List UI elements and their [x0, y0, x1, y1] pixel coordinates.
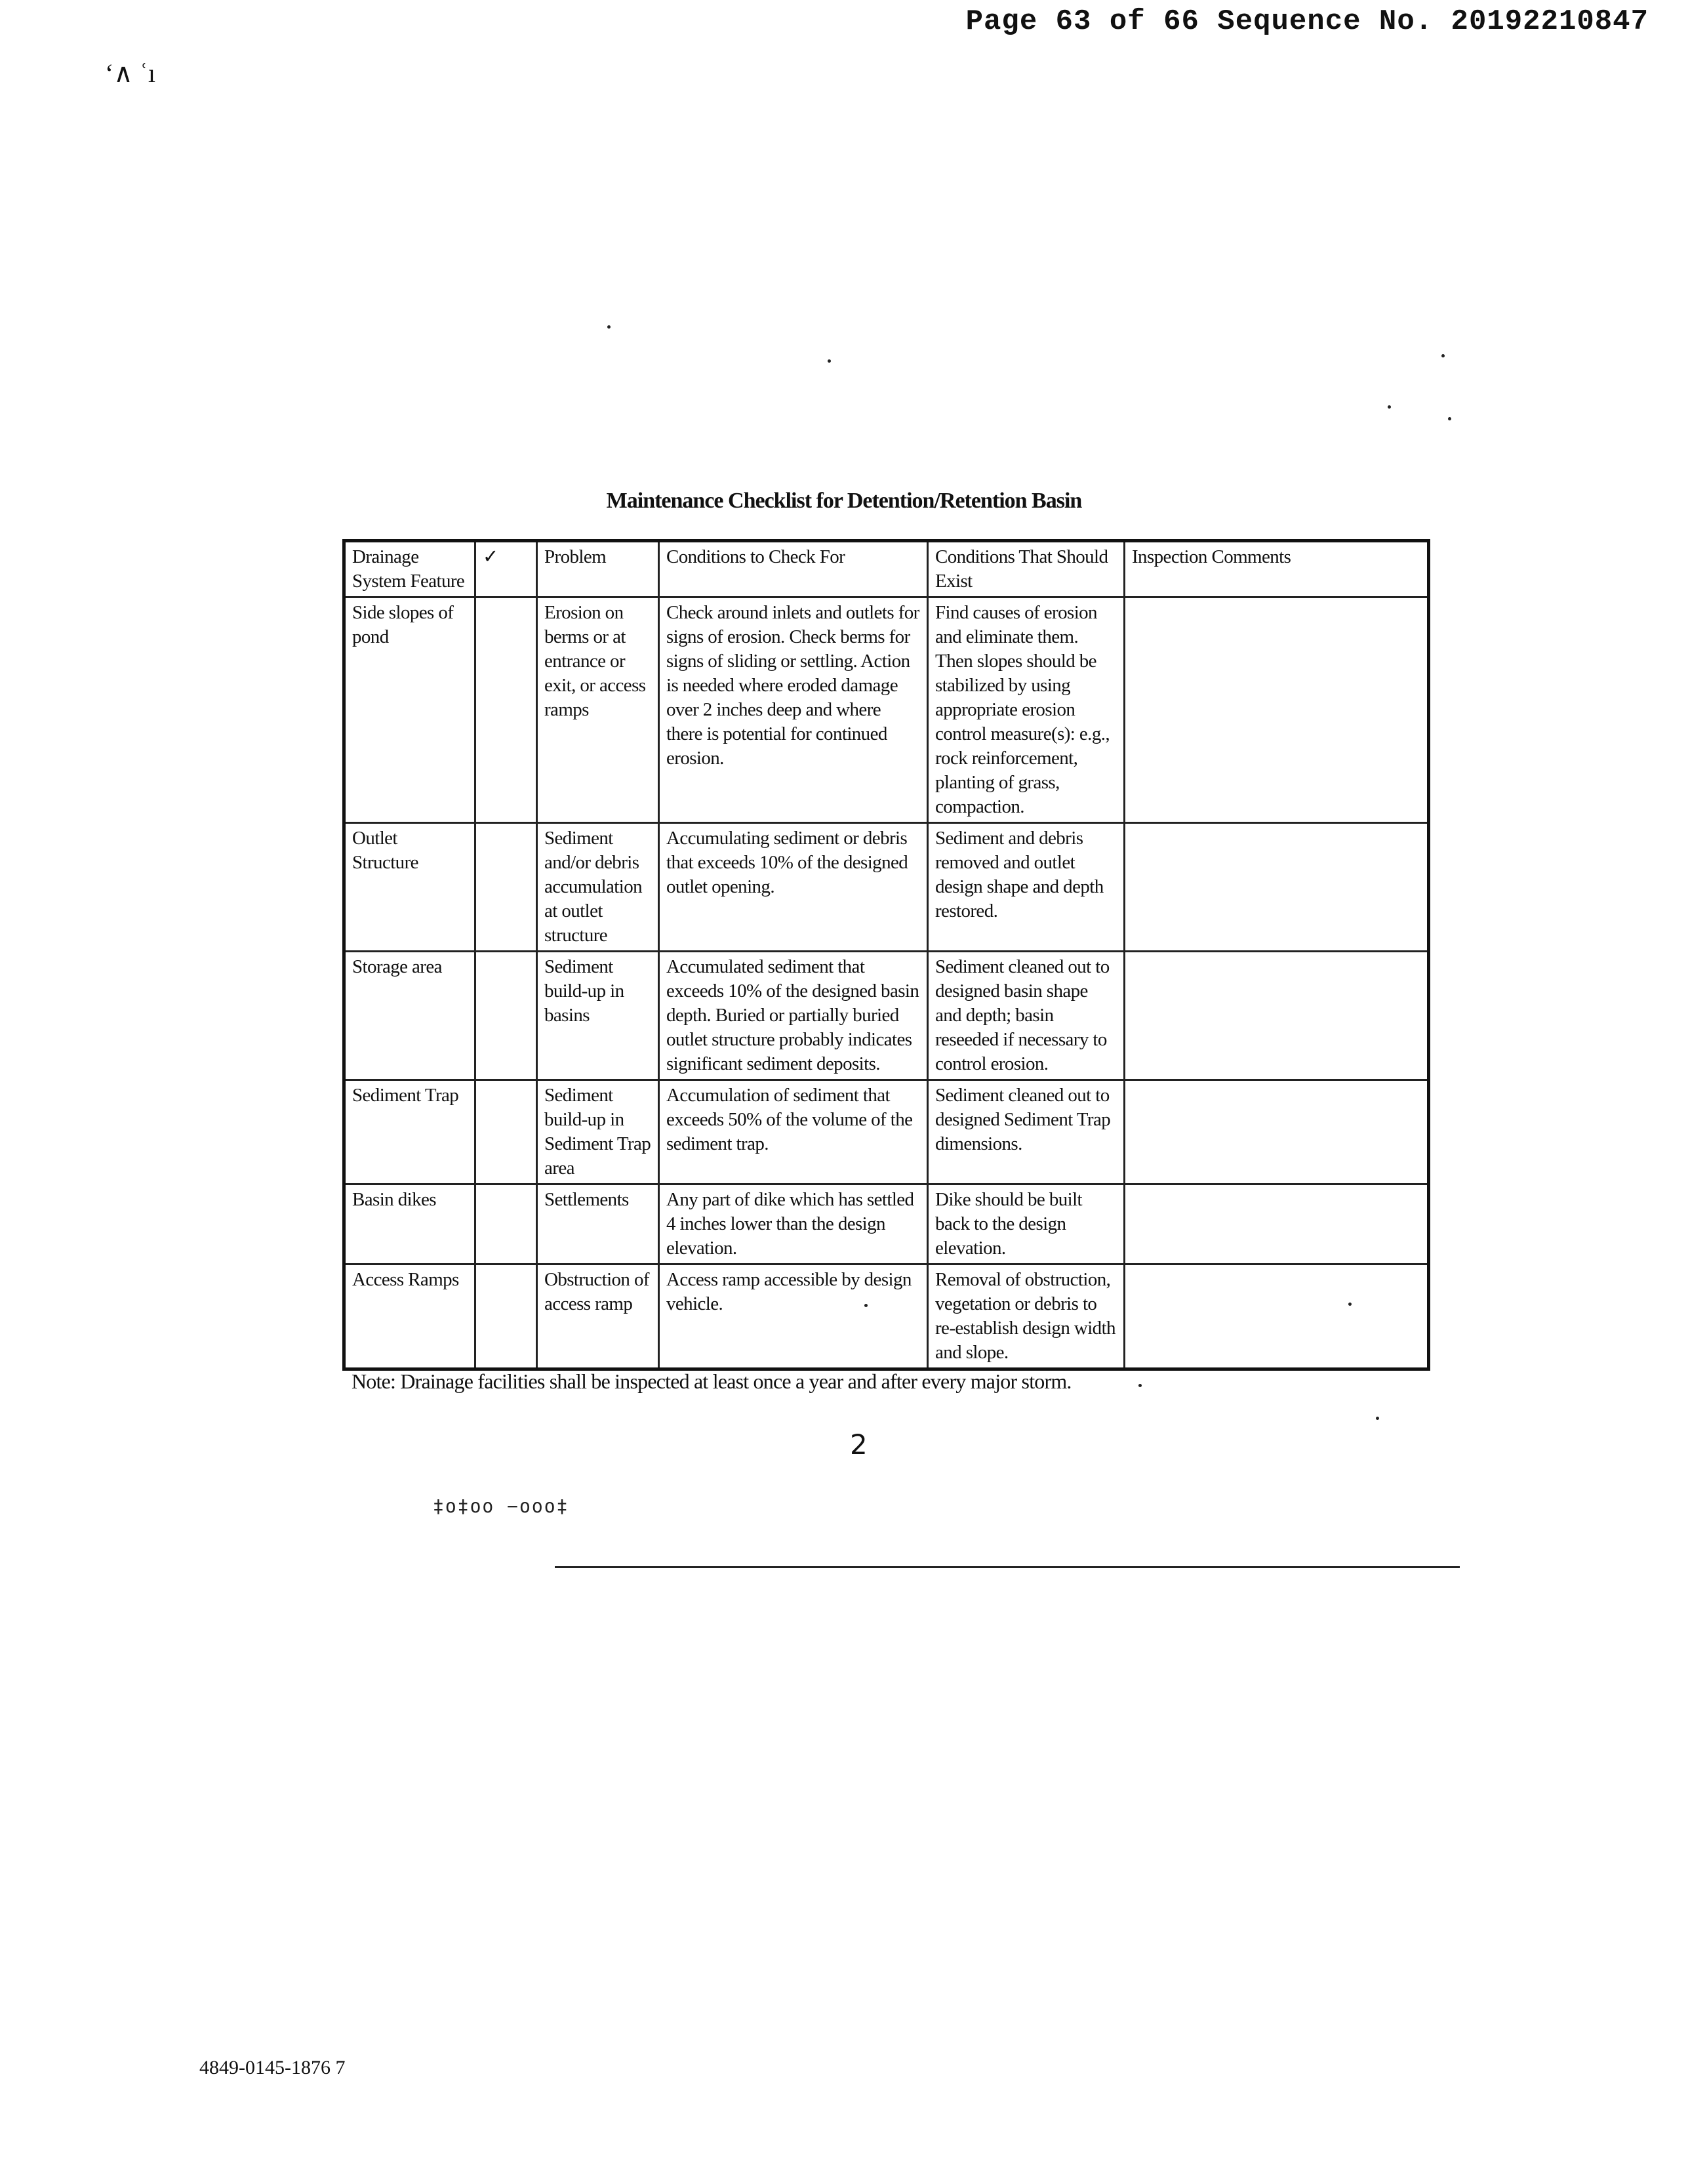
cell-conditions-exist: Sediment cleaned out to designed basin shape and depth; basin reseeded if necessary to control erosion. [928, 952, 1125, 1080]
scan-speck [1348, 1303, 1352, 1306]
cell-feature: Storage area [344, 952, 475, 1080]
cell-conditions-check: Any part of dike which has settled 4 inches lower than the design elevation. [659, 1184, 928, 1264]
inspection-note: Note: Drainage facilities shall be inspected at least once a year and after every major storm. [352, 1369, 1072, 1393]
cell-check [475, 1184, 537, 1264]
scan-speck [607, 325, 611, 329]
cell-problem: Settlements [537, 1184, 659, 1264]
cell-feature: Sediment Trap [344, 1080, 475, 1184]
table-row [344, 1184, 1429, 1264]
cell-comments [1125, 1264, 1429, 1369]
scan-speck [828, 359, 831, 363]
table-header-row [344, 541, 1429, 597]
cell-check [475, 823, 537, 952]
signature-line [555, 1566, 1460, 1568]
cell-check [475, 952, 537, 1080]
cell-check [475, 597, 537, 823]
col-header-feature: Drainage System Feature [344, 541, 475, 597]
cell-conditions-check: Access ramp accessible by design vehicle. [659, 1264, 928, 1369]
col-header-problem: Problem [537, 541, 659, 597]
document-id-footer: 4849-0145-1876 7 [199, 2057, 346, 2078]
scan-speck [1376, 1417, 1379, 1420]
checklist-title: Maintenance Checklist for Detention/Retention Basin [606, 489, 1082, 513]
scan-speck [1388, 405, 1391, 409]
table-row [344, 952, 1429, 1080]
cell-comments [1125, 1080, 1429, 1184]
cell-conditions-exist: Find causes of erosion and eliminate them. Then slopes should be stabilized by using appropriate erosion control measure(s): e.g., rock reinforcement, planting of grass, compaction. [928, 597, 1125, 823]
col-header-conditions-check: Conditions to Check For [659, 541, 928, 597]
cell-problem: Sediment build-up in Sediment Trap area [537, 1080, 659, 1184]
cell-comments [1125, 823, 1429, 952]
cell-conditions-exist: Sediment and debris removed and outlet design shape and depth restored. [928, 823, 1125, 952]
cell-problem: Sediment build-up in basins [537, 952, 659, 1080]
cell-conditions-check: Accumulation of sediment that exceeds 50% of the volume of the sediment trap. [659, 1080, 928, 1184]
cell-comments [1125, 1184, 1429, 1264]
cell-comments [1125, 597, 1429, 823]
corner-marks: ʻ∧ ʿı [105, 58, 156, 88]
cell-comments [1125, 952, 1429, 1080]
scan-speck [1138, 1384, 1142, 1387]
scan-speck [864, 1304, 868, 1307]
cell-conditions-exist: Sediment cleaned out to designed Sediment Trap dimensions. [928, 1080, 1125, 1184]
cell-conditions-check: Accumulated sediment that exceeds 10% of the designed basin depth. Buried or partially buried outlet structure probably indicates significant sediment deposits. [659, 952, 928, 1080]
cell-conditions-check: Accumulating sediment or debris that exceeds 10% of the designed outlet opening. [659, 823, 928, 952]
cell-conditions-exist: Dike should be built back to the design elevation. [928, 1184, 1125, 1264]
scan-speck [1441, 354, 1445, 357]
col-header-conditions-exist: Conditions That Should Exist [928, 541, 1125, 597]
page-number: 2 [850, 1428, 868, 1461]
cell-conditions-check: Check around inlets and outlets for signs of erosion. Check berms for signs of sliding or settling. Action is needed where eroded damage over 2 inches deep and where there is potential for continued erosion. [659, 597, 928, 823]
cell-feature: Basin dikes [344, 1184, 475, 1264]
maintenance-checklist-table [342, 539, 1430, 1371]
cell-feature: Access Ramps [344, 1264, 475, 1369]
table-row [344, 1080, 1429, 1184]
cell-problem: Sediment and/or debris accumulation at outlet structure [537, 823, 659, 952]
cell-feature: Outlet Structure [344, 823, 475, 952]
table-row [344, 597, 1429, 823]
col-header-check: ✓ [475, 541, 537, 597]
table-row [344, 823, 1429, 952]
cell-feature: Side slopes of pond [344, 597, 475, 823]
page-sequence-header: Page 63 of 66 Sequence No. 20192210847 [965, 5, 1649, 38]
cell-check [475, 1264, 537, 1369]
handwritten-stamp: ‡ο‡οο −οοο‡ [433, 1495, 569, 1517]
cell-problem: Obstruction of access ramp [537, 1264, 659, 1369]
table-row [344, 1264, 1429, 1369]
scan-speck [1448, 417, 1451, 420]
cell-problem: Erosion on berms or at entrance or exit, or access ramps [537, 597, 659, 823]
col-header-comments: Inspection Comments [1125, 541, 1429, 597]
cell-conditions-exist: Removal of obstruction, vegetation or debris to re-establish design width and slope. [928, 1264, 1125, 1369]
cell-check [475, 1080, 537, 1184]
